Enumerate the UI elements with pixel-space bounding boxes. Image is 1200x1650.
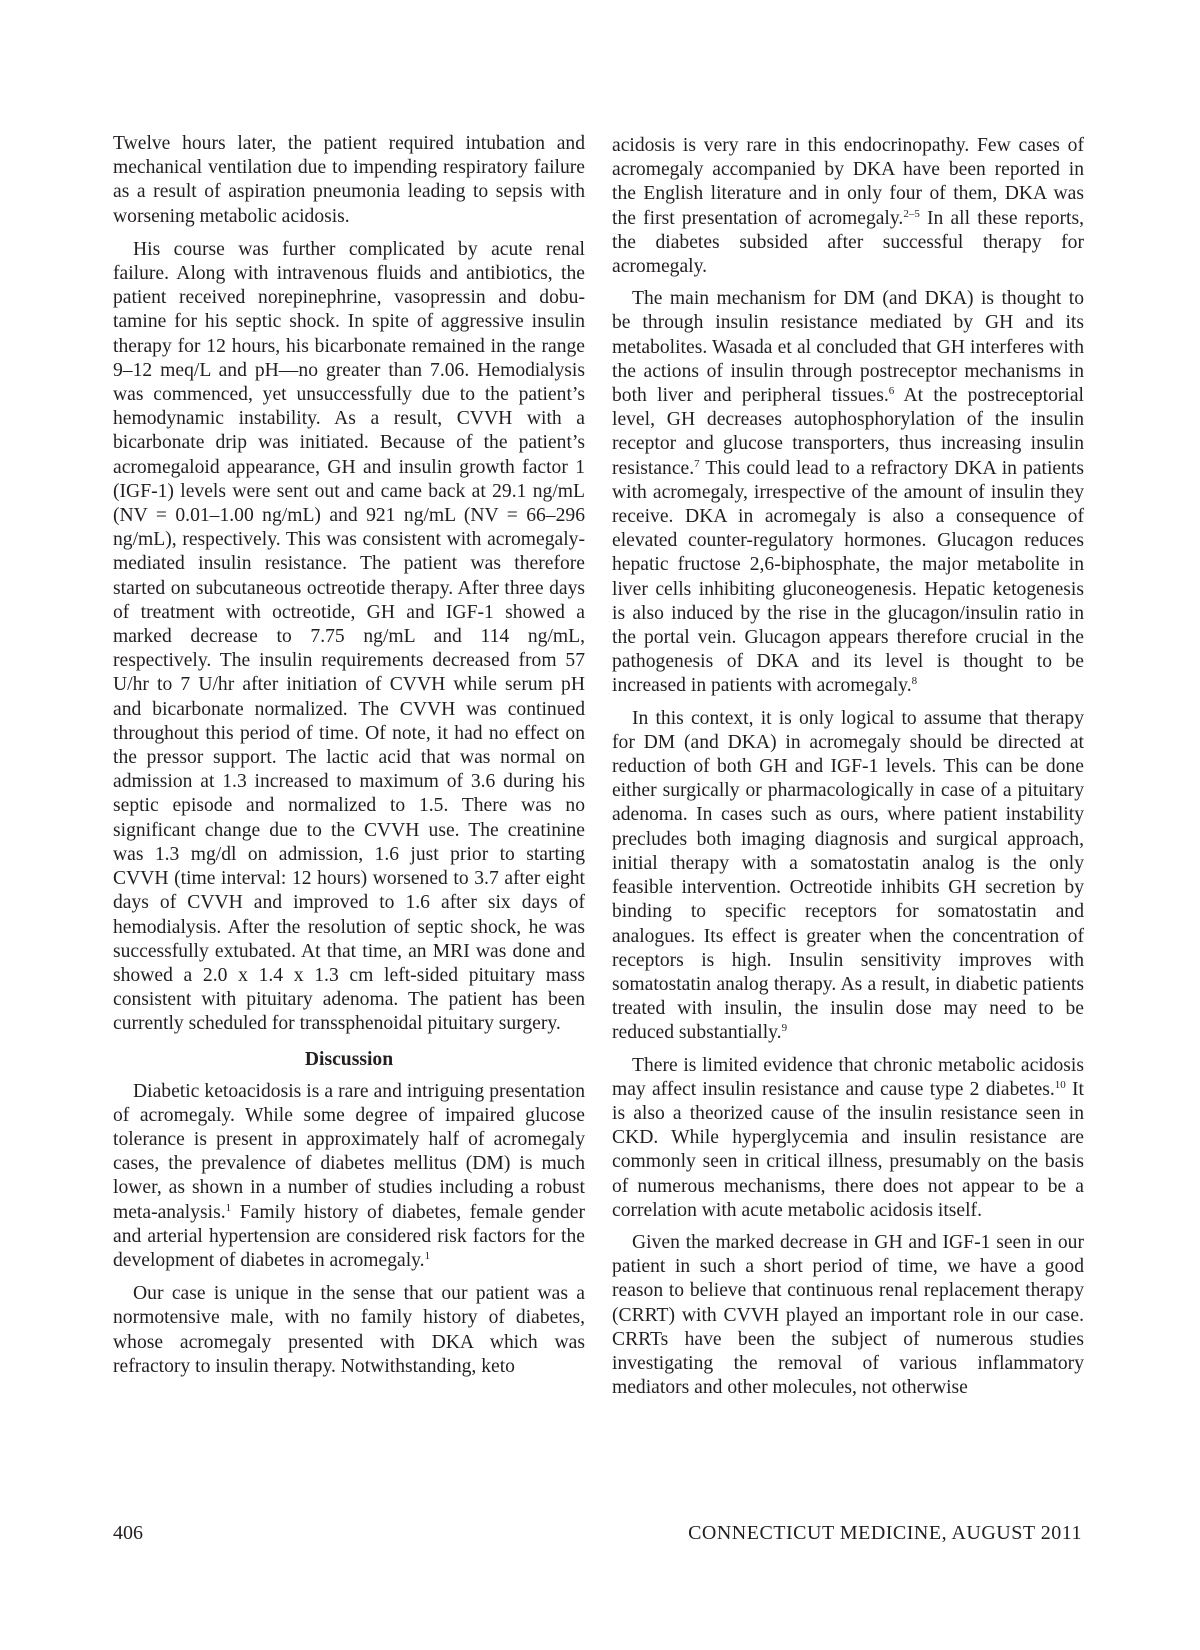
paragraph: His course was further complicated by acute renal failure. Along with intravenous fluids and antibiotics, the patient received norepinephrine, vasopressin and dobutamine for his septic shock. In spite of aggressive insulin therapy for 12 hours, his bicarbonate remained in the range 9–12 meq/L and pH—no greater than 7.06. Hemodialysis was commenced, yet unsuccessfully due to the patient’s hemodynamic instability. As a result, CVVH with a bicarbonate drip was initiated. Because of the patient’s acromegaloid appearance, GH and insulin growth factor 1 (IGF-1) levels were sent out and came back at 29.1 ng/mL (NV = 0.01–1.00 ng/mL) and 921 ng/mL (NV = 66–296 ng/mL), respectively. This was consistent with acromegaly-mediated insulin resistance. The patient was therefore started on subcutaneous octreotide therapy. After three days of treatment with octreotide, GH and IGF-1 showed a marked decrease to 7.75 ng/mL and 114 ng/mL, respectively. The insulin requirements decreased from 57 U/hr to 7 U/hr after initiation of CVVH while serum pH and bicarbonate normalized. The CVVH was continued throughout this period of time. Of note, it had no effect on the pressor support. The lactic acid that was normal on admission at 1.3 increased to maximum of 3.6 during his septic episode and normalized to 1.5. There was no significant change due to the CVVH use. The creatinine was 1.3 mg/dl on admission, 1.6 just prior to starting CVVH (time interval: 12 hours) worsened to 3.7 after eight days of CVVH and improved to 1.6 after six days of hemodialysis. After the resolution of septic shock, he was successfully extubated. At that time, an MRI was done and showed a 2.0 x 1.4 x 1.3 cm left-sided pituitary mass consistent with pituitary adenoma. The patient has been currently scheduled for transsphenoidal pituitary surgery. (113, 238, 585, 1035)
paragraph-text: Diabetic ketoacidosis is a rare and intriguing presentation of acromegaly. While some degree of impaired glucose tolerance is present in approximately half of acromegaly cases, the prevalence of diabetes mellitus (DM) is much lower, as shown in a number of studies including a robust meta-analysis. (113, 1080, 585, 1223)
paragraph-text: It is also a theorized cause of the insulin resistance seen in CKD. While hyperglycemia and insulin resistance are commonly seen in critical illness, presumably on the basis of numerous mechanisms, there does not appear to be a correlation with acute metabolic acidosis itself. (612, 1078, 1084, 1221)
section-heading-discussion: Discussion (304, 1048, 394, 1070)
paragraph-text: Family history of diabetes, female gender and arterial hypertension are considered risk factors for the development of diabetes in acromegaly. (113, 1201, 585, 1271)
paragraph (612, 1054, 1084, 1223)
paragraph (113, 1080, 585, 1274)
paragraph (612, 707, 1084, 1046)
page-number: 406 (113, 1522, 143, 1544)
reference-marker: 7 (694, 457, 700, 470)
paragraph (612, 134, 1084, 279)
paragraph-text: In this context, it is only logical to assume that therapy for DM (and DKA) in acromegaly should be directed at reduction of both GH and IGF-1 levels. This can be done either surgically or pharmacologically in case of a pituitary adenoma. In cases such as ours, where patient instability precludes both imaging diagnosis and surgical approach, initial therapy with a somatostatin analog is the only feasible intervention. Octreotide inhibits GH secretion by binding to specific receptors for somatostatin and analogues. Its effect is greater when the concentration of receptors is high. Insulin sensitivity improves with somatostatin analog therapy. As a result, in diabetic patients treated with insulin, the insulin dose may need to be reduced substantially. (612, 707, 1084, 1044)
reference-marker: 1 (225, 1201, 232, 1214)
paragraph: Twelve hours later, the patient required intubation and mechanical ventilation due to impending respiratory failure as a result of aspiration pneumonia leading to sepsis with worsening metabolic acidosis. (113, 133, 585, 227)
reference-marker: 2–5 (903, 207, 920, 220)
paragraph-text: The main mechanism for DM (and DKA) is thought to be through insulin resistance mediated by GH and its metabolites. Wasada et al concluded that GH interferes with the actions of insulin through postreceptor mechanisms in both liver and peripheral tissues. (612, 288, 1084, 407)
reference-marker: 6 (888, 385, 895, 398)
right-column (612, 134, 1084, 1400)
paragraph: Given the marked decrease in GH and IGF-1 seen in our patient in such a short period of time, we have a good reason to believe that continuous renal replacement therapy (CRRT) with CVVH played an important role in our case. CRRTs have been the subject of numerous studies investigating the removal of various inflammatory mediators and other molecules, not otherwise (612, 1231, 1084, 1399)
paragraph-text: In all these reports, the diabetes subsided after successful therapy for acromegaly. (612, 207, 1084, 278)
paragraph (612, 287, 1084, 698)
journal-footer: CONNECTICUT MEDICINE, AUGUST 2011 (688, 1522, 1082, 1544)
left-column (113, 132, 585, 1379)
paragraph-text: There is limited evidence that chronic metabolic acidosis may affect insulin resistance and cause type 2 diabetes. (612, 1054, 1084, 1100)
paragraph-text: At the postreceptorial level, GH decreases autophosphorylation of the insulin receptor and glucose transporters, thus increasing insulin resistance. (612, 385, 1084, 479)
reference-marker: 10 (1054, 1078, 1066, 1091)
paragraph-text: This could lead to a refractory DKA in patients with acromegaly, irrespective of the amount of insulin they receive. DKA in acromegaly is also a consequence of elevated counter-regulatory hormones. Glucagon reduces hepatic fructose 2,6-biphosphate, the major metabolite in liver cells inhibiting gluconeogenesis. Hepatic ketogenesis is also induced by the rise in the glucagon/insulin ratio in the portal vein. Glucagon appears therefore crucial in the pathogenesis of DKA and its level is thought to be increased in patients with acromegaly. (612, 457, 1084, 697)
reference-marker: 9 (781, 1022, 788, 1035)
paragraph: Our case is unique in the sense that our patient was a normotensive male, with no family history of diabetes, whose acromegaly presented with DKA which was refractory to insulin therapy. Notwithstanding, keto (113, 1283, 585, 1377)
paragraph-text: acidosis is very rare in this endocrinopathy. Few cases of acromegaly accompanied by DKA have been reported in the English literature and in only four of them, DKA was the first presentation of acromegaly. (612, 135, 1084, 229)
reference-marker: 1 (424, 1249, 431, 1262)
reference-marker: 8 (911, 675, 918, 688)
